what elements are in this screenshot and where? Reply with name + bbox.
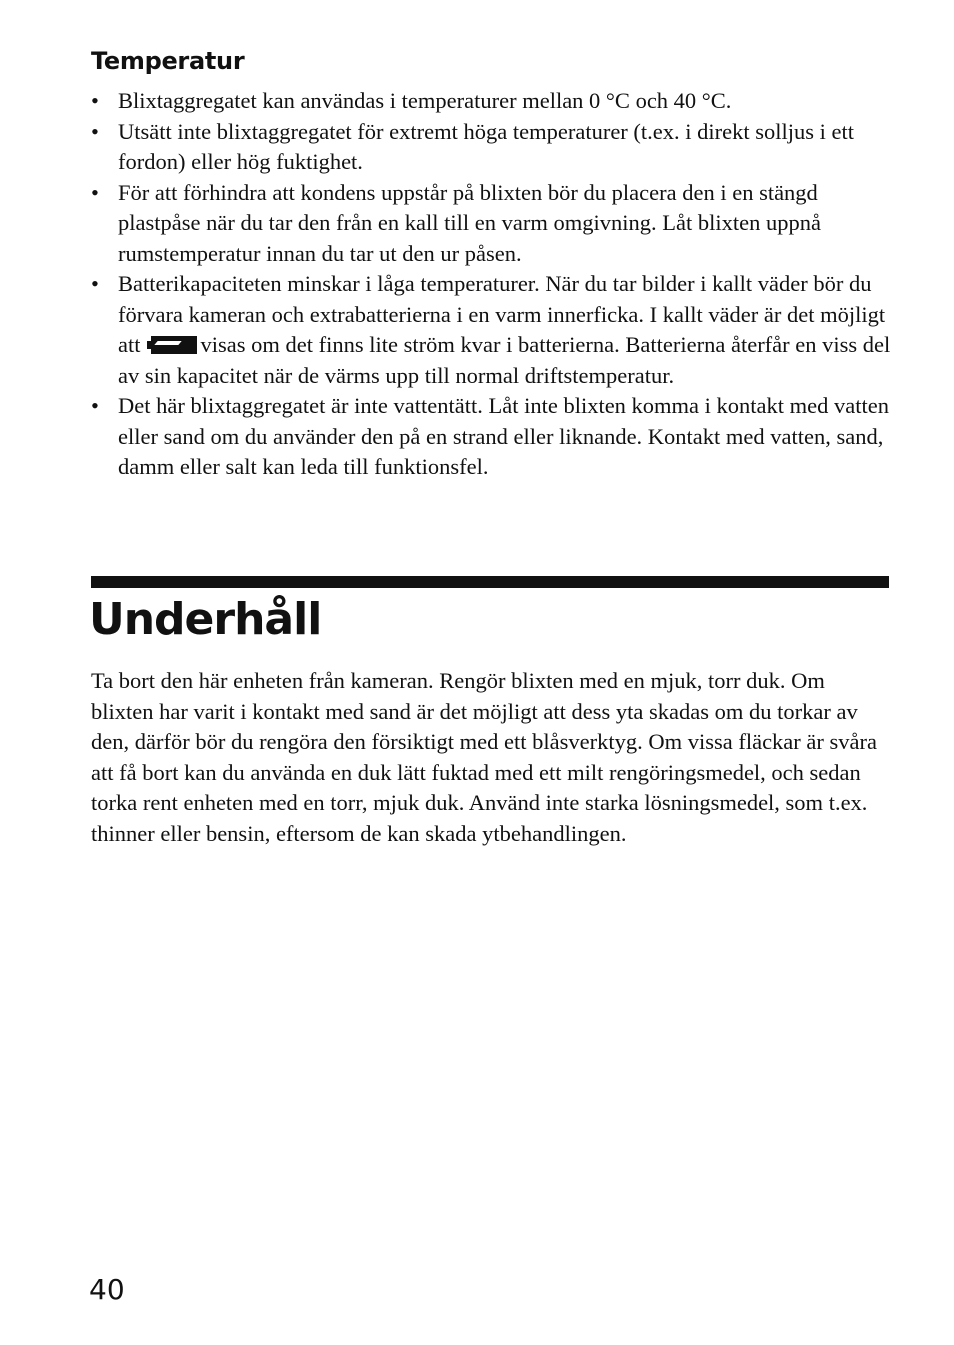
section-title: Underhåll	[89, 594, 322, 645]
section-divider-bar	[91, 576, 889, 588]
list-item-text: Det här blixtaggregatet är inte vattentätt. Låt inte blixten komma i kontakt med vatten eller sand om du använder den på en strand eller liknande. Kontakt med vatten, sand, damm eller salt kan leda till funktionsfel.	[118, 393, 889, 479]
temperature-heading: Temperatur	[91, 47, 245, 75]
list-item	[91, 178, 891, 270]
maintenance-paragraph: Ta bort den här enheten från kameran. Rengör blixten med en mjuk, torr duk. Om blixten har varit i kontakt med sand är det möjligt att dess yta skadas om du torkar av den, därför bör du rengöra den försiktigt med ett blåsverktyg. Om vissa fläckar är svåra att få bort kan du använda en duk lätt fuktad med ett milt rengöringsmedel, och sedan torka rent enheten med en torr, mjuk duk. Använd inte starka lösningsmedel, som t.ex. thinner eller bensin, eftersom de kan skada ytbehandlingen.	[91, 668, 877, 846]
list-item	[91, 391, 891, 483]
list-item-text: Utsätt inte blixtaggregatet för extremt höga temperaturer (t.ex. i direkt solljus i ett fordon) eller hög fuktighet.	[118, 118, 855, 174]
bullet-marker: •	[91, 179, 99, 205]
list-item	[91, 117, 891, 178]
battery-low-icon	[147, 336, 197, 354]
list-item	[91, 269, 891, 391]
page-number: 40	[89, 1273, 125, 1306]
list-item	[91, 86, 891, 117]
bullet-marker: •	[91, 88, 99, 113]
list-item-text-before-icon: Batterikapaciteten minskar i låga temperaturer. När du tar bilder i kallt väder bör du förvara kameran och extrabatterierna i en varm innerficka. I kallt väder är det möjligt att	[118, 271, 886, 357]
bullet-marker: •	[91, 393, 99, 418]
list-item-text: Blixtaggregatet kan användas i temperaturer mellan 0 °C och 40 °C.	[118, 88, 732, 113]
list-item-text: För att förhindra att kondens uppstår på blixten bör du placera den i en stängd plastpåse när du tar den från en kall till en varm omgivning. Låt blixten uppnå rumstemperatur innan du tar ut den ur påsen.	[118, 179, 821, 266]
bullet-marker: •	[91, 271, 99, 296]
list-item-text-after-icon: visas om det finns lite ström kvar i batterierna. Batterierna återfår en viss del av sin kapacitet när de värms upp till normal driftstemperatur.	[118, 332, 891, 388]
temperature-bullet-list	[91, 86, 891, 483]
bullet-marker: •	[91, 118, 99, 144]
